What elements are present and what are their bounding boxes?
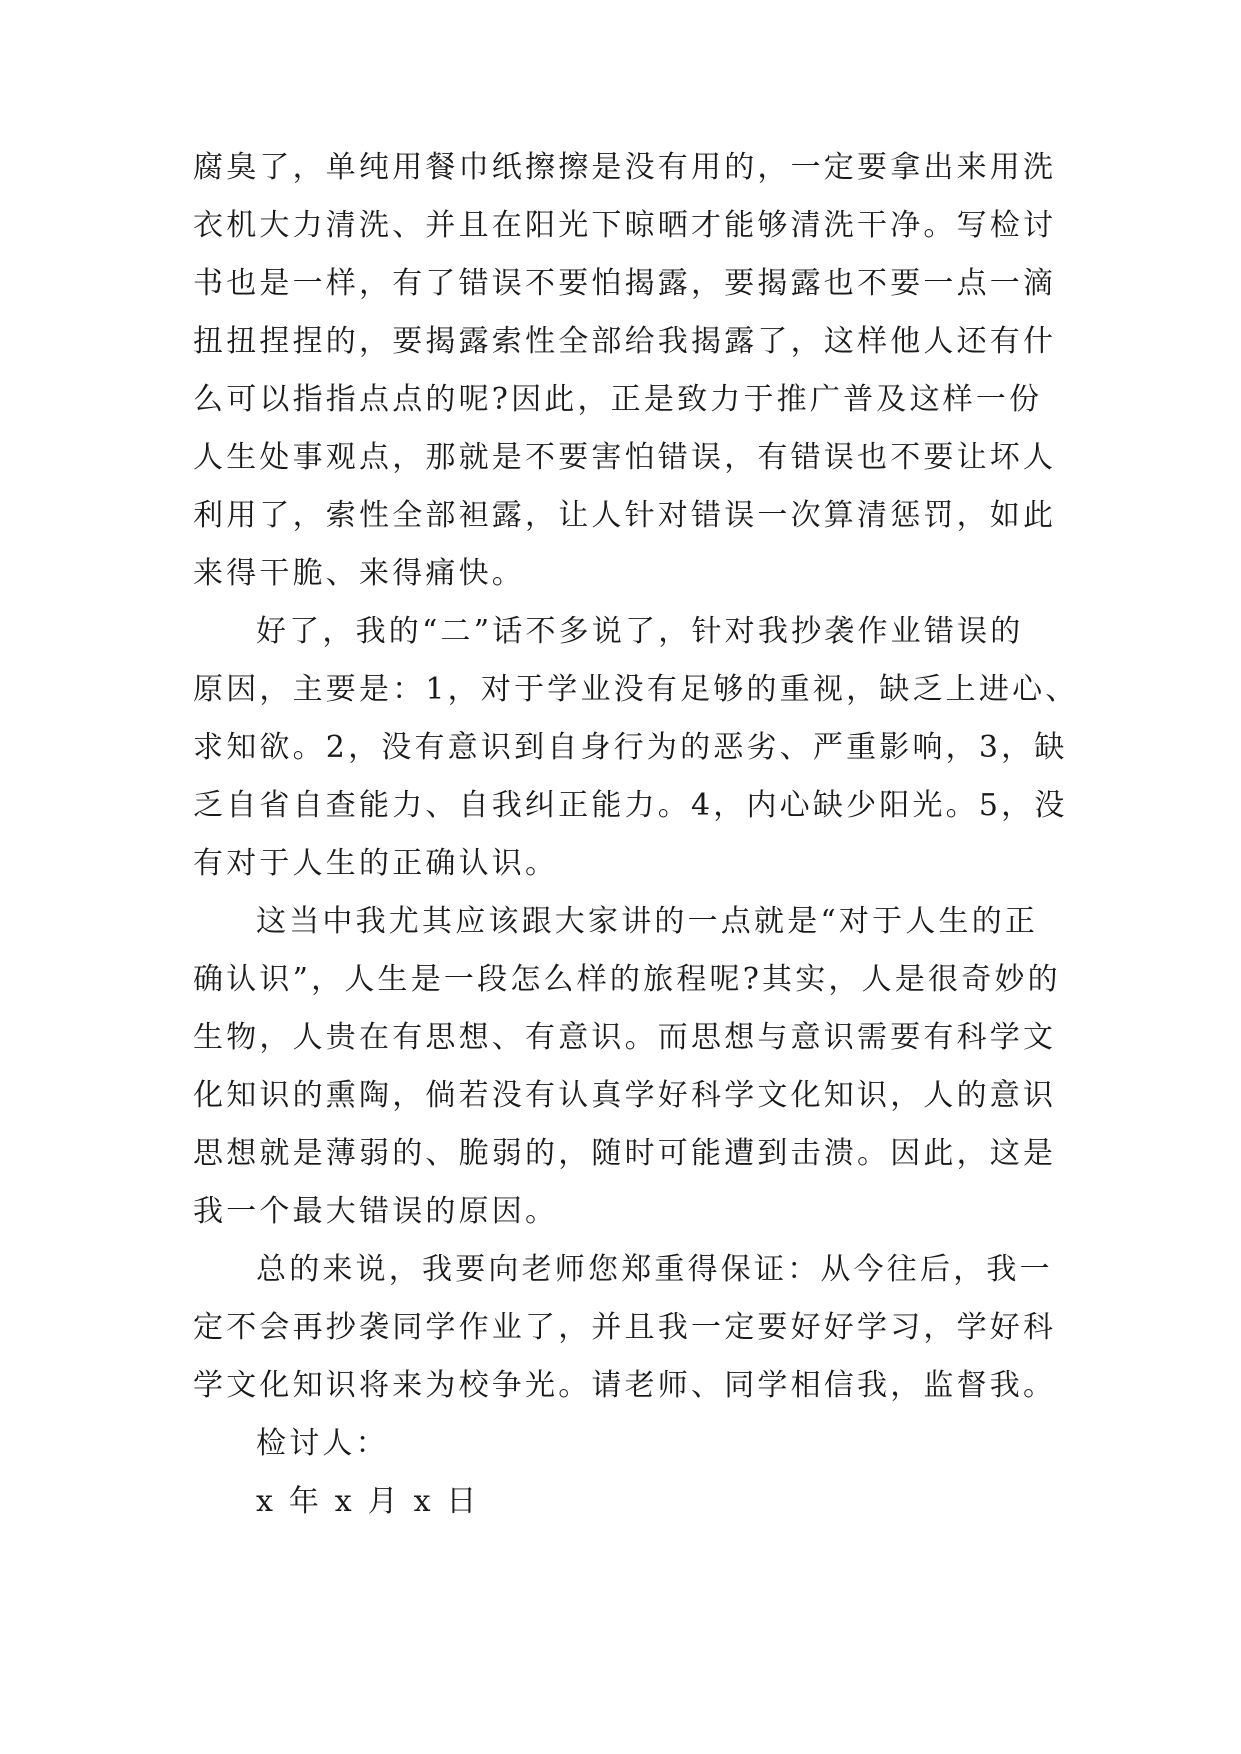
paragraph-start-line: 总的来说，我要向老师您郑重得保证：从今往后，我一 xyxy=(256,1252,1053,1287)
text-line: 来得干脆、来得痛快。 xyxy=(193,556,525,591)
text-line: 么可以指指点点的呢?因此，正是致力于推广普及这样一份 xyxy=(193,382,1043,417)
text-line: 生物，人贵在有思想、有意识。而思想与意识需要有科学文 xyxy=(193,1020,1057,1055)
text-line: 利用了，索性全部袒露，让人针对错误一次算清惩罚，如此 xyxy=(193,498,1057,533)
text-line: 扭扭捏捏的，要揭露索性全部给我揭露了，这样他人还有什 xyxy=(193,324,1057,359)
text-line: 乏自省自查能力、自我纠正能力。4，内心缺少阳光。5，没 xyxy=(193,788,1068,823)
paragraph-start-line: 这当中我尤其应该跟大家讲的一点就是“对于人生的正 xyxy=(256,904,1039,939)
text-line: 书也是一样，有了错误不要怕揭露，要揭露也不要一点一滴 xyxy=(193,266,1057,301)
text-line: 定不会再抄袭同学作业了，并且我一定要好好学习，学好科 xyxy=(193,1310,1057,1345)
text-line: 有对于人生的正确认识。 xyxy=(193,846,559,881)
text-line: 学文化知识将来为校争光。请老师、同学相信我，监督我。 xyxy=(193,1368,1057,1403)
date-line: x 年 x 月 x 日 xyxy=(256,1484,480,1519)
signature-label: 检讨人： xyxy=(256,1426,389,1461)
text-line: 我一个最大错误的原因。 xyxy=(193,1194,559,1229)
text-line: 衣机大力清洗、并且在阳光下晾晒才能够清洗干净。写检讨 xyxy=(193,208,1057,243)
text-line: 腐臭了，单纯用餐巾纸擦擦是没有用的，一定要拿出来用洗 xyxy=(193,150,1057,185)
text-line: 化知识的熏陶，倘若没有认真学好科学文化知识，人的意识 xyxy=(193,1078,1057,1113)
text-line: 思想就是薄弱的、脆弱的，随时可能遭到击溃。因此，这是 xyxy=(193,1136,1057,1171)
text-line: 求知欲。2，没有意识到自身行为的恶劣、严重影响，3，缺 xyxy=(193,730,1068,765)
text-line: 人生处事观点，那就是不要害怕错误，有错误也不要让坏人 xyxy=(193,440,1057,475)
text-line: 确认识”，人生是一段怎么样的旅程呢?其实，人是很奇妙的 xyxy=(193,962,1061,997)
text-line: 原因，主要是：1，对于学业没有足够的重视，缺乏上进心、 xyxy=(193,672,1079,707)
paragraph-start-line: 好了，我的“二”话不多说了，针对我抄袭作业错误的 xyxy=(256,614,1024,649)
